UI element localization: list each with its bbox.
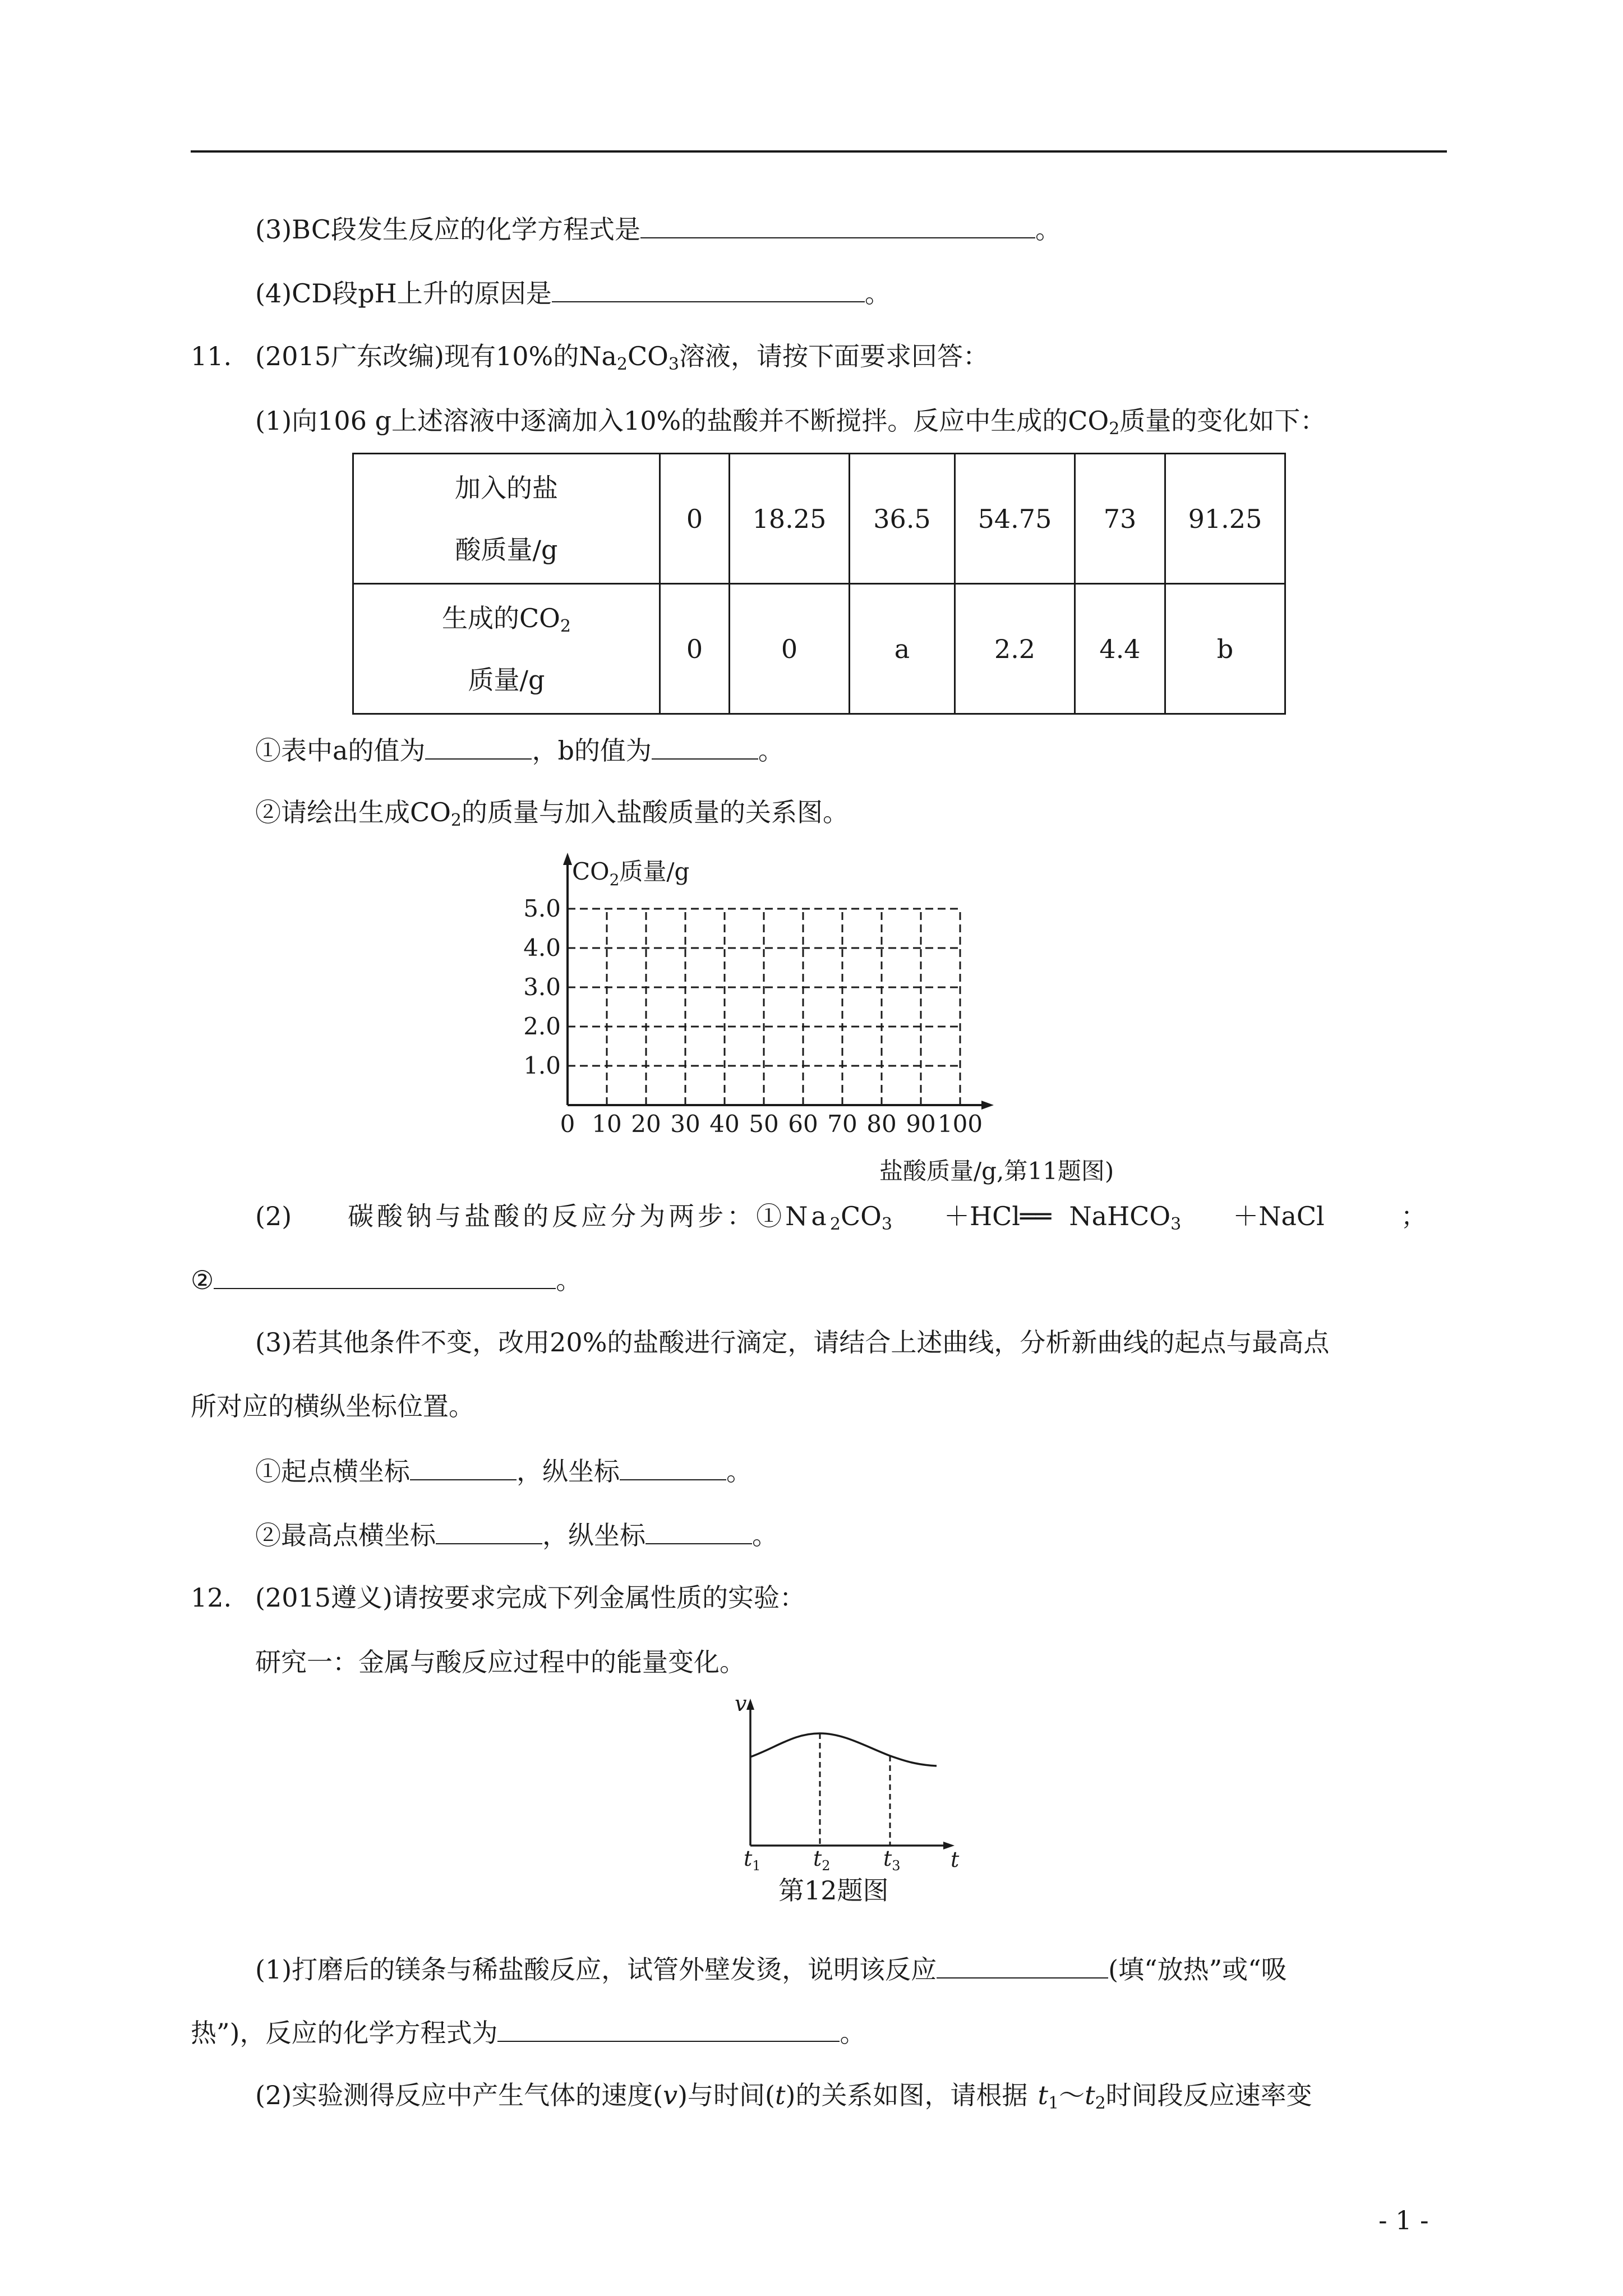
y-tick-label: 3.0 — [523, 973, 561, 1001]
t2-label: $t_2$ — [813, 1846, 831, 1874]
table-cell: 91.25 — [1165, 454, 1285, 584]
x-axis-arrow — [981, 1101, 994, 1110]
x-tick-label: 40 — [709, 1110, 740, 1138]
q11-part1-intro: (1)向106 g上述溶液中逐滴加入10%的盐酸并不断搅拌。反应中生成的$CO_2$质量的变化如下： — [255, 406, 1326, 439]
x-tick-labels — [560, 1110, 983, 1138]
t-axis-label: t — [951, 1847, 960, 1872]
page-number: - 1 - — [1378, 2205, 1429, 2235]
q10-part3: (3)BC段发生反应的化学方程式是 。 — [255, 214, 1062, 245]
y-axis-label: $CO_2$质量/g — [572, 858, 690, 889]
table-cell: 0 — [660, 584, 730, 714]
y-axis-arrow — [746, 1699, 754, 1710]
q11-part2-second: ② 。 — [191, 1265, 582, 1295]
answer-blank[interactable] — [652, 736, 758, 760]
x-tick-label: 100 — [937, 1110, 983, 1138]
x-tick-label: 70 — [827, 1110, 857, 1138]
x-tick-label: 60 — [788, 1110, 818, 1138]
table-row — [353, 584, 1285, 714]
answer-blank[interactable] — [620, 1457, 726, 1480]
answer-blank[interactable] — [425, 736, 532, 760]
table-cell: 4.4 — [1075, 584, 1165, 714]
answer-blank[interactable] — [937, 1955, 1108, 1978]
y-tick-label: 5.0 — [523, 895, 561, 922]
y-tick-label: 2.0 — [523, 1013, 561, 1040]
table-cell: 36.5 — [850, 454, 955, 584]
q11-part3-a: ①起点横坐标 ，纵坐标 。 — [255, 1456, 752, 1487]
y-tick-label: 1.0 — [523, 1052, 561, 1079]
t3-label: $t_3$ — [883, 1846, 901, 1874]
grid-lines — [568, 909, 960, 1105]
co2-data-table — [352, 453, 1286, 715]
q11-part1-a: ①表中a的值为 ，b的值为 。 — [255, 735, 784, 766]
q11-part3-b: ②最高点横坐标 ，纵坐标 。 — [255, 1520, 778, 1550]
q12-study1: 研究一：金属与酸反应过程中的能量变化。 — [255, 1647, 745, 1677]
table-cell: 73 — [1075, 454, 1165, 584]
answer-blank[interactable] — [645, 1521, 752, 1544]
t1-label: $t_1$ — [744, 1846, 761, 1874]
q12-part1-line2: 热”)，反应的化学方程式为 。 — [191, 2018, 866, 2048]
table-cell: 0 — [730, 584, 850, 714]
answer-blank[interactable] — [640, 215, 1035, 238]
row-header: 加入的盐 酸质量/g — [353, 454, 660, 584]
answer-blank[interactable] — [552, 279, 865, 302]
velocity-time-graph — [723, 1691, 981, 1874]
y-axis-arrow — [563, 853, 572, 865]
v-label: v — [735, 1691, 747, 1716]
q11-number: 11. — [191, 341, 232, 371]
y-tick-labels — [523, 895, 561, 1079]
table-cell: 18.25 — [730, 454, 850, 584]
q12-part1-line1: (1)打磨后的镁条与稀盐酸反应，试管外壁发烫，说明该反应 (填“放热”或“吸 — [255, 1954, 1287, 1985]
q12-number: 12. — [191, 1582, 232, 1613]
x-tick-label: 0 — [560, 1110, 575, 1138]
q11-part3-line1: (3)若其他条件不变，改用20%的盐酸进行滴定，请结合上述曲线，分析新曲线的起点与最高点 — [255, 1327, 1330, 1358]
table-cell: b — [1165, 584, 1285, 714]
table-cell: 2.2 — [955, 584, 1075, 714]
q11-part1-b: ②请绘出生成$CO_2$的质量与加入盐酸质量的关系图。 — [255, 797, 849, 830]
answer-blank[interactable] — [410, 1457, 517, 1480]
table-cell: a — [850, 584, 955, 714]
q12-figure-caption: 第12题图 — [778, 1875, 889, 1906]
x-tick-label: 30 — [670, 1110, 700, 1138]
table-cell: 0 — [660, 454, 730, 584]
table-row — [353, 454, 1285, 584]
co2-grid-chart — [505, 853, 1114, 1189]
velocity-curve — [750, 1733, 937, 1766]
q12-part2: (2)实验测得反应中产生气体的速度(v)与时间(t)的关系如图，请根据 $t_1\sim t_2$时间段反应速率变 — [255, 2080, 1312, 2113]
q10-part4: (4)CD段pH上升的原因是 。 — [255, 278, 891, 309]
x-tick-label: 10 — [592, 1110, 622, 1138]
answer-blank[interactable] — [497, 2018, 840, 2042]
x-tick-label: 80 — [866, 1110, 897, 1138]
answer-blank[interactable] — [436, 1521, 542, 1544]
q12-intro: (2015遵义)请按要求完成下列金属性质的实验： — [255, 1582, 805, 1613]
x-tick-label: 20 — [631, 1110, 661, 1138]
row-header: 生成的$CO_2$ 质量/g — [353, 584, 660, 714]
x-axis-label: 盐酸质量/g,第11题图) — [879, 1157, 1114, 1185]
header-rule — [191, 150, 1447, 153]
table-cell: 54.75 — [955, 454, 1075, 584]
q11-part3-line2: 所对应的横纵坐标位置。 — [191, 1391, 474, 1421]
q11-part2: (2) 碳酸钠与盐酸的反应分为两步：$①Na_2CO_3$ ＋HCl══ NaHCO$_3$ ＋NaCl ； — [255, 1201, 1427, 1234]
x-tick-label: 90 — [906, 1110, 936, 1138]
x-tick-label: 50 — [749, 1110, 779, 1138]
answer-blank[interactable] — [214, 1266, 556, 1289]
y-tick-label: 4.0 — [523, 934, 561, 961]
q11-intro: (2015广东改编)现有10%的$Na_2CO_3$溶液，请按下面要求回答： — [255, 341, 989, 374]
